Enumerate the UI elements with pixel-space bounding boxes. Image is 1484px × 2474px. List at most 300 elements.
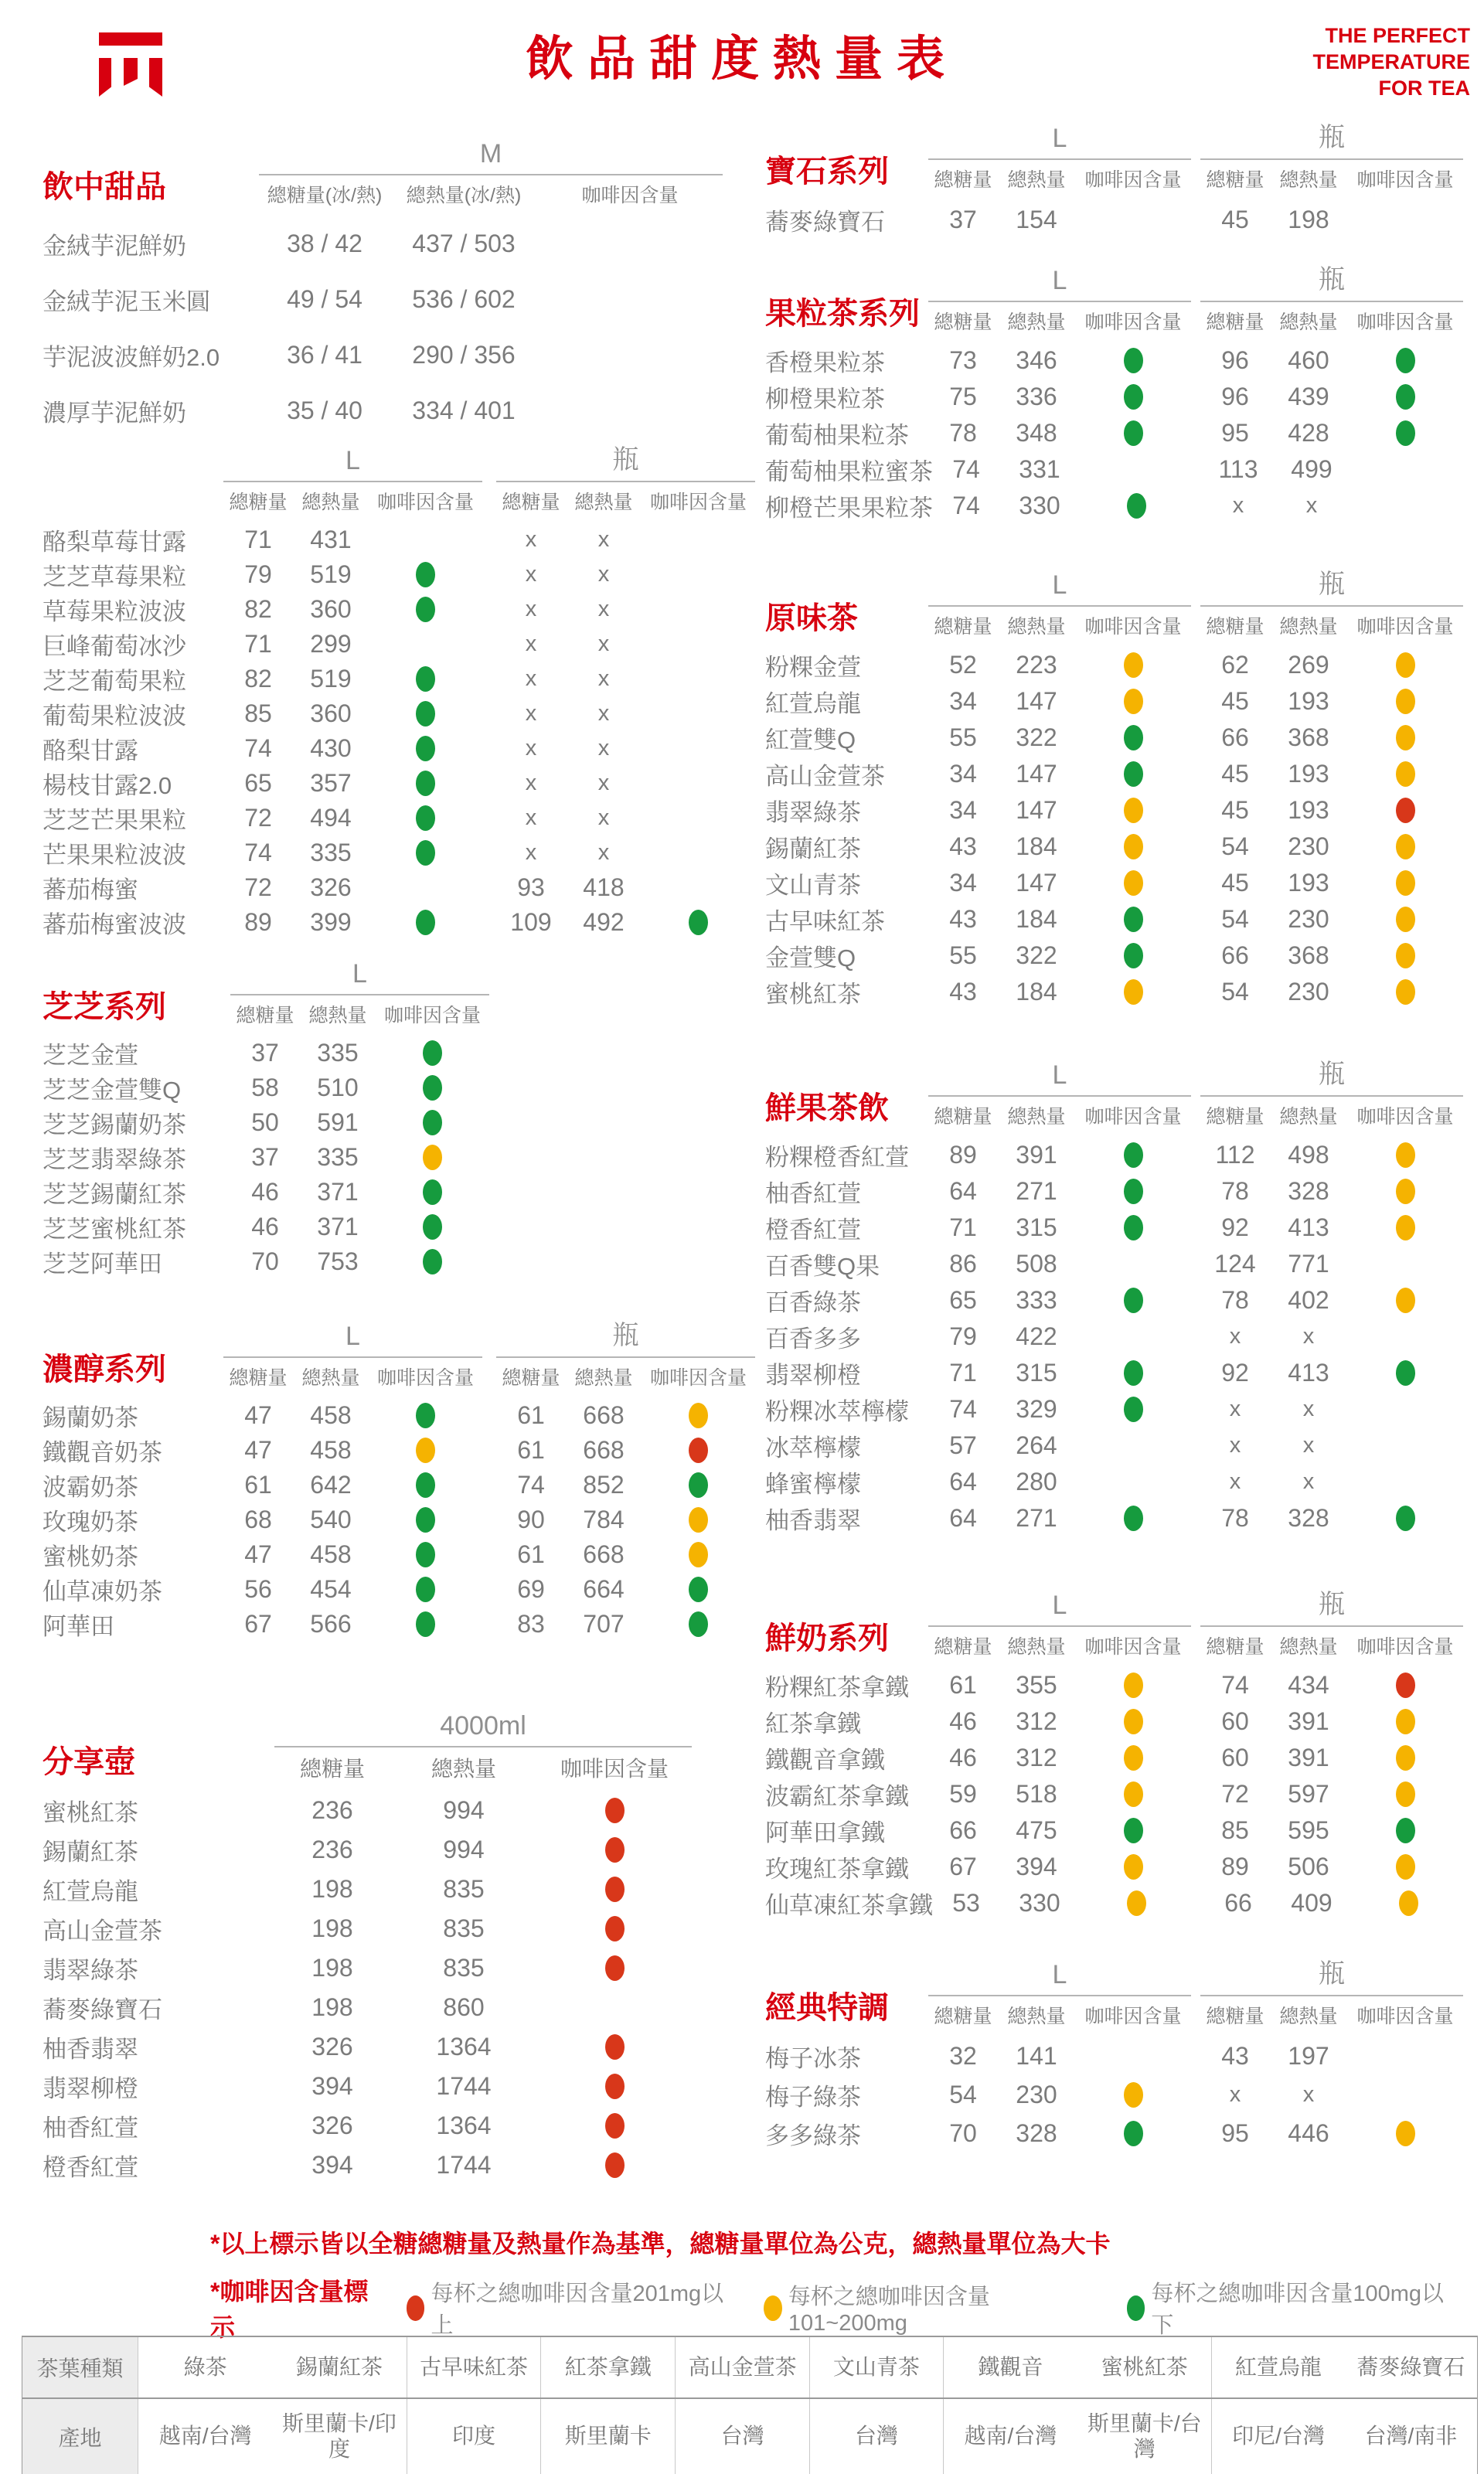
menu-row (43, 1909, 769, 1948)
column-label: 咖啡因含量 (376, 1367, 474, 1389)
tea-type: 蕎麥綠寶石 (1356, 2354, 1465, 2379)
caffeine-indicator (376, 1213, 489, 1241)
calorie-value: x (597, 631, 610, 656)
column-label: 總糖量 (934, 616, 992, 638)
column-label: 總糖量 (1206, 1636, 1264, 1658)
header-rule (928, 158, 1191, 160)
size-group-values (274, 1993, 692, 2022)
caffeine-indicator (537, 2151, 692, 2180)
item-name: 葡萄果粒波波 (43, 703, 186, 730)
calorie-value: 642 (310, 1471, 352, 1499)
sugar-value: 61 (517, 1401, 545, 1429)
header-rule (1200, 605, 1463, 607)
caffeine-dot-green-icon (423, 1110, 442, 1135)
calorie-value: 422 (1016, 1322, 1057, 1350)
size-group-header (928, 1960, 1191, 2029)
column-label: 總糖量 (502, 1367, 560, 1389)
caffeine-indicator (369, 769, 482, 798)
calorie-value: 184 (1016, 905, 1057, 933)
size-group-values (223, 665, 482, 693)
calorie-value: 413 (1288, 1359, 1329, 1387)
caffeine-indicator (1075, 2119, 1191, 2148)
item-name: 翡翠綠茶 (43, 1957, 138, 1984)
size-group-header (496, 1314, 755, 1390)
tea-type: 紅茶拿鐵 (564, 2354, 652, 2379)
menu-row (765, 2037, 1472, 2075)
section-rows (765, 647, 1472, 1010)
sugar-value: 43 (949, 832, 977, 860)
caffeine-indicator (1347, 2042, 1463, 2071)
caffeine-indicator (1075, 1504, 1191, 1533)
caffeine-dot-yellow-icon (689, 1403, 708, 1428)
size-group-values (928, 2081, 1191, 2109)
menu-row (43, 2146, 769, 2185)
section-title-cell (765, 1983, 928, 2029)
column-label: 總糖量 (934, 2006, 992, 2027)
calorie-value: 371 (317, 1213, 359, 1240)
column-label: 總糖量 (1206, 616, 1264, 638)
sugar-value: 326 (311, 2033, 353, 2061)
section-芝芝系列 (43, 959, 769, 1279)
item-name: 梅子綠茶 (765, 2083, 861, 2111)
footnote-standard: *以上標示皆以全糖總糖量及熱量作為基準，總糖量單位為公克，總熱量單位為大卡 (210, 2230, 1111, 2258)
size-group-header (223, 1322, 482, 1390)
legend-text: 每杯之總咖啡因含量201mg以上 (431, 2282, 724, 2338)
size-group-values (223, 804, 482, 832)
calorie-value: 518 (1016, 1780, 1057, 1808)
caffeine-indicator (1347, 1816, 1463, 1845)
column-label: 總糖量 (1206, 311, 1264, 333)
caffeine-dot-yellow-icon (689, 1507, 708, 1533)
calorie-value: 1744 (436, 2151, 492, 2179)
origin-name: 台灣 (854, 2424, 898, 2448)
size-group-values (223, 873, 482, 902)
item-name: 阿華田 (43, 1613, 114, 1640)
item-name: 錫蘭紅茶 (43, 1839, 138, 1866)
sugar-value: 45 (1221, 205, 1249, 233)
calorie-value: 360 (310, 595, 352, 623)
section-rows (765, 1667, 1472, 1921)
calorie-value: 299 (310, 630, 352, 658)
caffeine-indicator (1078, 492, 1194, 520)
caffeine-dot-green-icon (1124, 420, 1143, 446)
calorie-value: 771 (1288, 1250, 1329, 1278)
item-name: 橙香紅萱 (43, 2154, 138, 2181)
section-header (43, 1711, 769, 1783)
calorie-value: x (597, 527, 610, 552)
menu-row (765, 1319, 1472, 1355)
table-corner-label: 茶葉種類 (22, 2337, 138, 2397)
item-name: 波霸紅茶拿鐵 (765, 1783, 909, 1810)
sugar-value: 64 (949, 1177, 977, 1205)
sugar-value: 62 (1221, 651, 1249, 679)
item-name: 百香雙Q果 (765, 1253, 880, 1280)
caffeine-dot-yellow-icon (1396, 652, 1415, 678)
caffeine-dot-green-icon (416, 666, 435, 692)
item-name: 翡翠柳橙 (765, 1362, 861, 1389)
menu-row (43, 1210, 769, 1244)
calorie-value: 331 (1019, 455, 1060, 483)
size-group-values (230, 1213, 489, 1241)
legend-item-mid (764, 2279, 1094, 2336)
column-label: 總熱量 (1007, 1636, 1066, 1658)
right-column (765, 116, 1472, 2152)
caffeine-indicator (1350, 493, 1466, 519)
header-rule (1200, 1995, 1463, 1996)
origin-name: 台灣/南非 (1364, 2424, 1458, 2448)
caffeine-indicator (1075, 941, 1191, 970)
caffeine-dot-yellow-icon (1124, 834, 1143, 859)
sugar-value: 55 (949, 723, 977, 751)
header-rule (928, 1625, 1191, 1627)
size-group-values (259, 341, 723, 369)
origin-name: 台灣 (720, 2424, 764, 2448)
sugar-value: 60 (1221, 1744, 1249, 1771)
caffeine-dot-green-icon (423, 1075, 442, 1101)
size-group-values (1200, 905, 1463, 934)
caffeine-indicator (642, 873, 755, 902)
menu-row (765, 415, 1472, 451)
column-labels (1200, 1101, 1463, 1129)
calorie-value: 335 (310, 839, 352, 866)
caffeine-dot-green-icon (1124, 907, 1143, 932)
size-group-values (1200, 346, 1463, 375)
sugar-value: 74 (1221, 1671, 1249, 1699)
caffeine-dot-red-icon (605, 1798, 625, 1823)
calorie-value: 458 (310, 1401, 352, 1429)
calorie-value: 860 (443, 1993, 485, 2021)
caffeine-indicator (537, 2112, 692, 2140)
section-title-cell (43, 1345, 223, 1390)
section-果粒茶系列 (765, 258, 1472, 524)
origin-cell (810, 2399, 944, 2474)
caffeine-dot-green-icon (423, 1249, 442, 1274)
size-group-values (1200, 206, 1463, 234)
size-group-values (928, 869, 1191, 897)
caffeine-indicator (369, 1540, 482, 1569)
size-group-values (928, 723, 1191, 752)
menu-row (43, 766, 769, 801)
section-title: 分享壺 (43, 1745, 135, 1779)
sugar-value: 34 (949, 869, 977, 897)
size-group-values (1200, 796, 1463, 825)
calorie-value: 184 (1016, 832, 1057, 860)
caffeine-legend (210, 2272, 1484, 2343)
caffeine-dot-yellow-icon (1396, 1745, 1415, 1771)
caffeine-indicator (369, 630, 482, 658)
sugar-value: 64 (949, 1504, 977, 1532)
size-group-values (496, 873, 755, 902)
caffeine-indicator (537, 1875, 692, 1904)
section-寶石系列 (765, 116, 1472, 239)
calorie-value: 147 (1016, 760, 1057, 788)
caffeine-dot-green-icon (1396, 1360, 1415, 1386)
menu-row (765, 1391, 1472, 1428)
sugar-value: 65 (244, 769, 272, 797)
column-label: 咖啡因含量 (560, 1757, 669, 1781)
calorie-value: 335 (317, 1039, 359, 1067)
calorie-value: 322 (1016, 723, 1057, 751)
tea-type-cell (1212, 2337, 1477, 2397)
caffeine-dot-green-icon (1127, 493, 1146, 519)
caffeine-indicator (1347, 978, 1463, 1006)
section-title: 原味茶 (765, 601, 858, 635)
caffeine-dot-green-icon (416, 1577, 435, 1602)
menu-row (43, 1036, 769, 1070)
sugar-value: 89 (244, 908, 272, 936)
column-label: 總糖量 (236, 1005, 294, 1026)
size-group-header (1200, 258, 1463, 335)
calorie-value: x (1302, 1469, 1315, 1494)
column-labels (1200, 611, 1463, 639)
sugar-value: 45 (1221, 760, 1249, 788)
sugar-value: 95 (1221, 2118, 1249, 2147)
column-labels (274, 1752, 692, 1783)
size-group-values (496, 1610, 755, 1639)
size-group-values (496, 805, 755, 831)
size-group-values (1200, 651, 1463, 679)
calorie-value: 329 (1016, 1395, 1057, 1423)
size-group-values (928, 905, 1191, 934)
calorie-value: x (597, 597, 610, 621)
caffeine-dot-red-icon (1396, 1673, 1415, 1698)
sugar-value: 59 (949, 1780, 977, 1808)
tea-type-cell (407, 2337, 542, 2397)
size-label: 瓶 (1319, 570, 1345, 599)
caffeine-dot-green-icon (1124, 1179, 1143, 1204)
sugar-value: 70 (949, 2118, 977, 2147)
item-name: 百香綠茶 (765, 1289, 861, 1316)
size-group-header (1200, 1053, 1463, 1129)
caffeine-indicator (1075, 1780, 1191, 1809)
caffeine-dot-green-icon (1124, 761, 1143, 787)
calorie-value: 230 (1288, 978, 1329, 1006)
sugar-value: 60 (1221, 1707, 1249, 1735)
sugar-value: 36 / 41 (287, 340, 362, 369)
origin-name: 印度 (451, 2424, 495, 2448)
sugar-value: 198 (311, 1954, 353, 1982)
tea-type: 蜜桃紅茶 (1101, 2354, 1188, 2379)
size-group-values (230, 1108, 489, 1137)
section-rows (765, 1137, 1472, 1536)
size-group-values (496, 701, 755, 727)
caffeine-dot-red-icon (605, 1916, 625, 1941)
size-group-values (230, 1074, 489, 1102)
menu-row (765, 1355, 1472, 1391)
menu-row (43, 662, 769, 696)
caffeine-dot-green-icon (1396, 348, 1415, 373)
tea-type-cell (541, 2337, 676, 2397)
item-name: 蕎麥綠寶石 (765, 208, 885, 236)
sugar-value: 124 (1214, 1250, 1256, 1278)
caffeine-indicator (537, 1954, 692, 1982)
size-group-values (274, 1836, 692, 1864)
calorie-value: 346 (1016, 346, 1057, 374)
section-header (765, 1583, 1472, 1659)
caffeine-indicator (369, 1575, 482, 1604)
size-group-values (928, 206, 1191, 234)
caffeine-indicator (369, 595, 482, 624)
sugar-value: 58 (251, 1074, 279, 1101)
caffeine-indicator (1075, 1177, 1191, 1206)
caffeine-indicator (1347, 1707, 1463, 1736)
menu-row (43, 1468, 769, 1502)
item-name: 柚香翡翠 (765, 1507, 861, 1534)
size-group-header (928, 1060, 1191, 1129)
column-label: 總熱量 (1279, 2006, 1338, 2027)
calorie-value: 519 (310, 560, 352, 588)
item-name: 芝芝翡翠綠茶 (43, 1146, 186, 1173)
caffeine-indicator (1347, 1469, 1463, 1495)
caffeine-indicator (1350, 1889, 1466, 1918)
size-group-header (496, 438, 755, 515)
size-group-header (1200, 1952, 1463, 2029)
calorie-value: 431 (310, 526, 352, 553)
size-group-values (1200, 1359, 1463, 1387)
item-name: 葡萄柚果粒茶 (765, 422, 909, 449)
caffeine-dot-green-icon (689, 1577, 708, 1602)
caffeine-indicator (1347, 1744, 1463, 1772)
item-name: 芝芝草莓果粒 (43, 563, 186, 590)
sugar-value: 112 (1215, 1141, 1255, 1169)
caffeine-dot-yellow-icon (1396, 689, 1415, 714)
calorie-value: 753 (317, 1247, 359, 1275)
calorie-value: 454 (310, 1575, 352, 1603)
caffeine-indicator (1075, 1213, 1191, 1242)
calorie-value: 499 (1291, 455, 1333, 483)
menu-row (43, 1398, 769, 1433)
column-label: 總糖量(冰/熱) (267, 185, 383, 206)
caffeine-indicator (1075, 1816, 1191, 1845)
calorie-value: 458 (310, 1540, 352, 1568)
sugar-value: 47 (244, 1436, 272, 1464)
column-label: 咖啡因含量 (1356, 1636, 1454, 1658)
calorie-value: 322 (1016, 941, 1057, 969)
caffeine-indicator (642, 1610, 755, 1639)
calorie-value: 498 (1288, 1141, 1329, 1169)
caffeine-indicator (1075, 869, 1191, 897)
size-group-values (928, 383, 1191, 411)
sugar-value: 74 (244, 734, 272, 762)
header-rule (223, 1356, 482, 1358)
caffeine-indicator (1075, 1853, 1191, 1881)
size-group-values (928, 651, 1191, 679)
calorie-value: 193 (1288, 760, 1329, 788)
caffeine-indicator (369, 699, 482, 728)
section-continued (43, 438, 769, 940)
menu-row (43, 1502, 769, 1537)
tea-type: 綠茶 (183, 2354, 227, 2379)
caffeine-indicator (376, 1108, 489, 1137)
section-title: 寶石系列 (765, 155, 889, 189)
menu-row (765, 1667, 1472, 1703)
calorie-value: 154 (1016, 205, 1057, 233)
size-group-values (928, 796, 1191, 825)
column-labels (496, 1363, 755, 1390)
calorie-value: 475 (1016, 1816, 1057, 1844)
origin-cell (407, 2399, 542, 2474)
caffeine-indicator (1075, 1286, 1191, 1315)
menu-row (765, 792, 1472, 829)
caffeine-indicator (1075, 651, 1191, 679)
caffeine-indicator (1075, 206, 1191, 234)
calorie-value: 668 (583, 1540, 625, 1568)
sugar-value: 49 / 54 (287, 284, 362, 313)
item-name: 芝芝葡萄果粒 (43, 668, 186, 695)
caffeine-dot-yellow-icon (423, 1145, 442, 1170)
size-group-values (928, 1671, 1191, 1700)
column-labels (1200, 2001, 1463, 2029)
calorie-value: 147 (1016, 869, 1057, 897)
caffeine-indicator (1350, 455, 1466, 484)
calorie-value: 371 (317, 1178, 359, 1206)
section-title: 濃醇系列 (43, 1353, 166, 1387)
caffeine-indicator (1075, 796, 1191, 825)
column-label: 總熱量 (1007, 2006, 1066, 2027)
item-name: 柚香翡翠 (43, 2036, 138, 2063)
size-group-values (1200, 2082, 1463, 2108)
caffeine-dot-yellow-icon (764, 2295, 782, 2321)
caffeine-indicator (1075, 1395, 1191, 1424)
item-name: 仙草凍奶茶 (43, 1578, 162, 1605)
caffeine-dot-yellow-icon (1124, 1745, 1143, 1771)
caffeine-dot-yellow-icon (1396, 907, 1415, 932)
calorie-value: 1744 (436, 2072, 492, 2100)
section-title-cell (43, 513, 223, 515)
caffeine-indicator (369, 734, 482, 763)
item-name: 芝芝錫蘭奶茶 (43, 1111, 186, 1138)
caffeine-dot-yellow-icon (1396, 943, 1415, 968)
origin-cell (676, 2399, 810, 2474)
item-name: 金萱雙Q (765, 944, 856, 972)
size-group-values (230, 1039, 489, 1067)
caffeine-indicator (1075, 832, 1191, 861)
calorie-value: 230 (1288, 905, 1329, 933)
origin-name: 越南/台灣 (158, 2424, 252, 2448)
caffeine-dot-green-icon (416, 1403, 435, 1428)
size-group-values (274, 2072, 692, 2101)
calorie-value: x (1302, 1324, 1315, 1349)
size-group-values (230, 1247, 489, 1276)
menu-row (765, 379, 1472, 415)
calorie-value: 597 (1288, 1780, 1329, 1808)
caffeine-dot-yellow-icon (1124, 689, 1143, 714)
sugar-value: 89 (1221, 1853, 1249, 1880)
size-group-header (230, 959, 489, 1028)
caffeine-indicator (642, 1436, 755, 1465)
caffeine-indicator (1075, 419, 1191, 447)
calorie-value: 328 (1016, 2118, 1057, 2147)
item-name: 翡翠柳橙 (43, 2075, 138, 2102)
size-group-header (1200, 116, 1463, 192)
caffeine-dot-yellow-icon (1396, 1179, 1415, 1204)
calorie-value: 193 (1288, 796, 1329, 824)
caffeine-dot-red-icon (689, 1438, 708, 1463)
caffeine-indicator (1347, 1397, 1463, 1422)
sugar-value: 66 (1221, 941, 1249, 969)
menu-row (765, 683, 1472, 720)
caffeine-indicator (642, 527, 755, 553)
size-group-values (928, 687, 1191, 716)
caffeine-dot-yellow-icon (1124, 798, 1143, 823)
menu-row (765, 1885, 1472, 1921)
caffeine-indicator (642, 1540, 755, 1569)
size-group-values (1200, 1286, 1463, 1315)
caffeine-indicator (369, 526, 482, 554)
size-group-values (223, 560, 482, 589)
size-group-values (928, 1816, 1191, 1845)
column-label: 總糖量 (229, 492, 288, 513)
